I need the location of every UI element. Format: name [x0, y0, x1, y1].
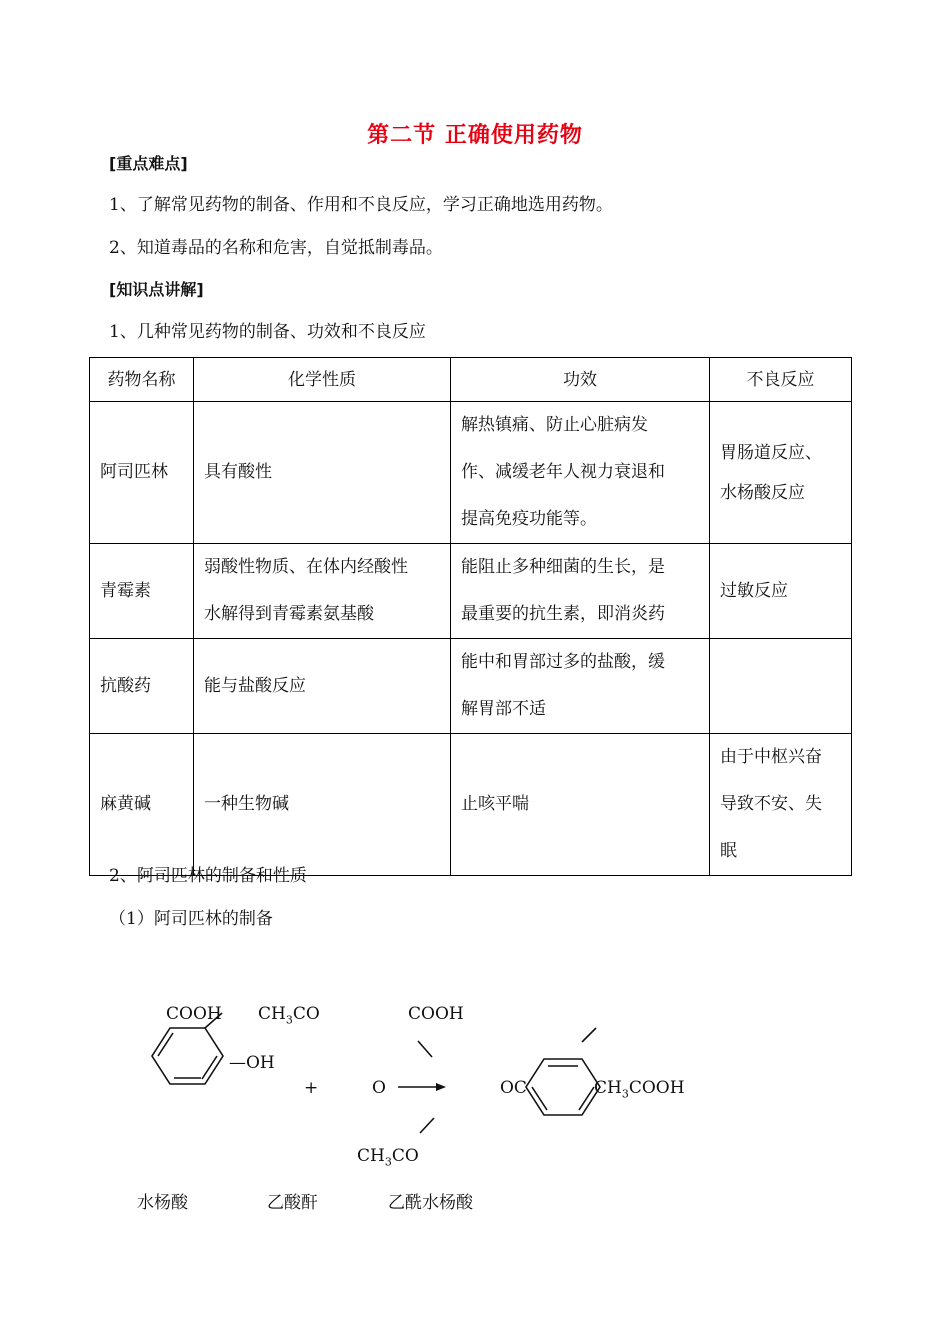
effect-line: 能中和胃部过多的盐酸，缓 [461, 652, 665, 672]
drug-property: 能与盐酸反应 [194, 639, 451, 734]
anhydride-bond-bottom [420, 1118, 434, 1133]
page-title: 第二节 正确使用药物 [367, 123, 583, 148]
item-2-heading: 2、阿司匹林的制备和性质 [109, 866, 307, 886]
subscript: 3 [285, 1013, 293, 1027]
side-line: 过敏反应 [720, 580, 788, 601]
item-1-heading: 1、几种常见药物的制备、功效和不良反应 [109, 322, 426, 342]
header-side-effect: 不良反应 [710, 358, 852, 402]
anhydride-bond-top [418, 1041, 432, 1057]
effect-line: 解胃部不适 [461, 699, 546, 719]
salicylic-cooh: COOH [166, 1004, 222, 1024]
name-aspirin: 乙酰水杨酸 [388, 1193, 473, 1213]
subscript: 3 [384, 1155, 392, 1169]
side-line: 导致不安、失 [720, 794, 822, 814]
drug-name: 阿司匹林 [90, 402, 194, 544]
item-2-1-heading: （1）阿司匹林的制备 [109, 909, 273, 929]
header-chemical-property: 化学性质 [194, 358, 451, 402]
plus-sign: + [304, 1078, 319, 1098]
salicylic-oh: —OH [229, 1053, 275, 1073]
effect-line: 作、减缓老年人视力衰退和 [461, 462, 665, 482]
ch-text: CH [594, 1078, 622, 1098]
side-line: 由于中枢兴奋 [720, 747, 822, 767]
name-salicylic-acid: 水杨酸 [137, 1193, 188, 1213]
effect-line: 能阻止多种细菌的生长，是 [461, 557, 665, 577]
effect-line: 最重要的抗生素，即消炎药 [461, 604, 665, 624]
drug-effect: 止咳平喘 [451, 734, 710, 876]
key-point-1: 1、了解常见药物的制备、作用和不良反应，学习正确地选用药物。 [109, 195, 613, 215]
anhydride-ch3co-bottom [357, 1146, 419, 1168]
aspirin-oc: OC [500, 1078, 527, 1098]
section-knowledge: [知识点讲解] [109, 280, 204, 299]
co-text: CO [292, 1004, 320, 1024]
aspirin-ring [526, 1059, 600, 1115]
anhydride-o: O [372, 1078, 386, 1098]
arrow-head [436, 1083, 446, 1091]
anhydride-ch3co-top [258, 1004, 320, 1026]
salicylic-acid-ring [152, 1028, 223, 1084]
side-line: 胃肠道反应、 [720, 442, 822, 463]
property-line: 水解得到青霉素氨基酸 [204, 604, 374, 624]
co-text: CO [391, 1146, 419, 1166]
side-line: 水杨酸反应 [720, 482, 805, 503]
subscript: 3 [621, 1087, 629, 1101]
drug-name: 青霉素 [90, 544, 194, 639]
header-effect: 功效 [451, 358, 710, 402]
drug-name: 抗酸药 [90, 639, 194, 734]
name-acetic-anhydride: 乙酸酐 [267, 1193, 318, 1213]
property-line: 弱酸性物质、在体内经酸性 [204, 557, 408, 577]
aspirin-ch3cooh [594, 1078, 685, 1100]
effect-line: 解热镇痛、防止心脏病发 [461, 415, 648, 435]
drug-name: 麻黄碱 [90, 734, 194, 876]
section-key-points: [重点难点] [109, 154, 188, 173]
drug-property: 具有酸性 [194, 402, 451, 544]
bond-to-cooh [582, 1028, 596, 1042]
header-drug-name: 药物名称 [90, 358, 194, 402]
drug-property: 一种生物碱 [194, 734, 451, 876]
aspirin-cooh: COOH [408, 1004, 464, 1024]
ch-text: CH [258, 1004, 286, 1024]
effect-line: 提高免疫功能等。 [461, 509, 597, 529]
key-point-2: 2、知道毒品的名称和危害，自觉抵制毒品。 [109, 238, 443, 258]
ch-text: CH [357, 1146, 385, 1166]
side-line: 眠 [720, 841, 737, 861]
cooh-text: COOH [628, 1078, 685, 1098]
